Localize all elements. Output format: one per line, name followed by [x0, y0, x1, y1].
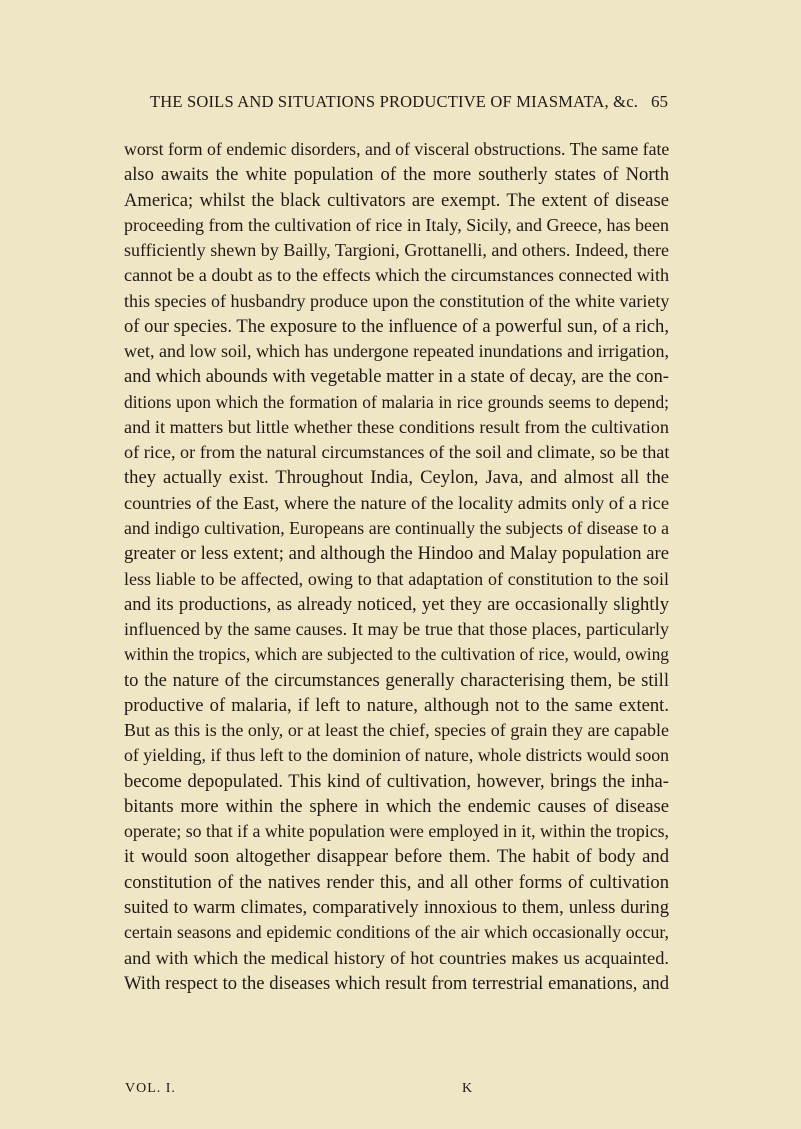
text-line: less liable to be affected, owing to that adaptation of constitution to the soil	[124, 568, 669, 589]
text-line: of our species. The exposure to the influence of a powerful sun, of a rich,	[124, 315, 669, 337]
text-line: bitants more within the sphere in which the endemic causes of disease	[124, 795, 669, 817]
text-line: wet, and low soil, which has undergone repeated inundations and irrigation,	[124, 341, 670, 362]
body-text	[124, 137, 669, 996]
text-line: and indigo cultivation, Europeans are continually the subjects of disease to a	[124, 517, 669, 538]
text-line: ditions upon which the formation of malaria in rice grounds seems to depend;	[124, 391, 669, 412]
volume-label: VOL. I.	[125, 1081, 176, 1096]
text-line: they actually exist. Throughout India, Ceylon, Java, and almost all the	[124, 467, 669, 489]
text-line: cannot be a doubt as to the effects which the circumstances connected with	[124, 265, 670, 286]
text-line: and it matters but little whether these conditions result from the cultivation	[124, 416, 669, 437]
text-line: influenced by the same causes. It may be true that those places, particularly	[124, 619, 669, 640]
text-line: become depopulated. This kind of cultivation, however, brings the inha-	[124, 770, 669, 792]
text-line: But as this is the only, or at least the chief, species of grain they are capable	[124, 720, 669, 741]
text-line: and its productions, as already noticed, yet they are occasionally slightly	[124, 593, 669, 615]
running-title: THE SOILS AND SITUATIONS PRODUCTIVE OF MIASMATA, &c.	[150, 92, 639, 111]
page-number: 65	[651, 92, 668, 111]
text-line: productive of malaria, if left to nature, although not to the same extent.	[124, 694, 669, 716]
text-line: countries of the East, where the nature of the locality admits only of a rice	[124, 492, 669, 513]
text-line: sufficiently shewn by Bailly, Targioni, Grottanelli, and others. Indeed, there	[124, 240, 669, 261]
text-line: operate; so that if a white population were employed in it, within the tropics,	[124, 821, 669, 842]
text-line: certain seasons and epidemic conditions of the air which occasionally occur,	[124, 922, 669, 943]
text-line: it would soon altogether disappear before them. The habit of body and	[124, 846, 669, 868]
page-footer	[124, 1081, 524, 1101]
text-line: proceeding from the cultivation of rice in Italy, Sicily, and Greece, has been	[124, 214, 669, 235]
text-line: and which abounds with vegetable matter in a state of decay, are the con-	[124, 366, 669, 388]
text-line: constitution of the natives render this, and all other forms of cultivation	[124, 871, 669, 893]
text-line: America; whilst the black cultivators are exempt. The extent of disease	[124, 189, 669, 211]
text-line: of rice, or from the natural circumstances of the soil and climate, so be that	[124, 442, 670, 463]
signature-mark: K	[462, 1081, 474, 1096]
text-line: within the tropics, which are subjected to the cultivation of rice, would, owing	[124, 644, 669, 665]
text-line: and with which the medical history of hot countries makes us acquainted.	[124, 947, 669, 968]
text-line: of yielding, if thus left to the dominion of nature, whole districts would soon	[124, 745, 669, 766]
text-line: also awaits the white population of the more southerly states of North	[124, 164, 669, 186]
text-line: suited to warm climates, comparatively innoxious to them, unless during	[124, 896, 669, 918]
text-line: this species of husbandry produce upon the constitution of the white variety	[124, 290, 670, 311]
text-line: With respect to the diseases which result from terrestrial emanations, and	[124, 972, 669, 994]
text-line: to the nature of the circumstances generally characterising them, be still	[124, 669, 669, 691]
text-line: greater or less extent; and although the Hindoo and Malay population are	[124, 543, 669, 565]
text-line: worst form of endemic disorders, and of visceral obstructions. The same fate	[124, 139, 670, 159]
